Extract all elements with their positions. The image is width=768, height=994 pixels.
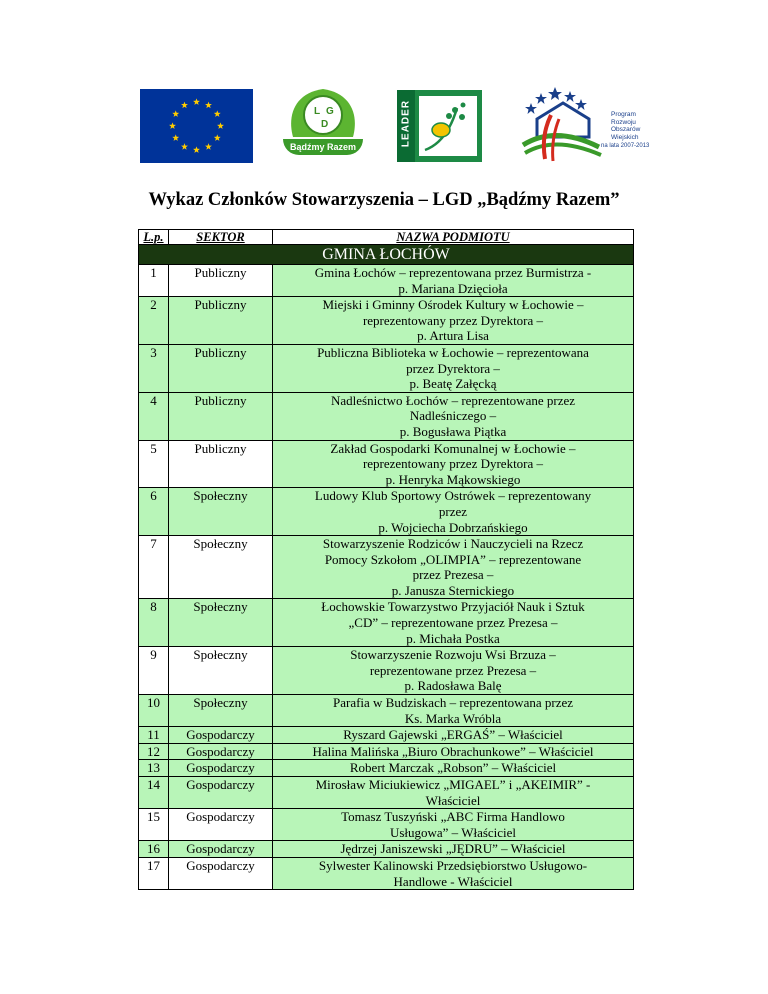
table-row bbox=[139, 809, 634, 841]
row-nazwa bbox=[273, 599, 634, 647]
row-nazwa bbox=[273, 647, 634, 695]
table-row bbox=[139, 344, 634, 392]
row-nazwa-line: reprezentowany przez Dyrektora – bbox=[362, 312, 544, 328]
row-sektor: Społeczny bbox=[169, 536, 273, 599]
row-sektor: Gospodarczy bbox=[169, 777, 273, 809]
row-nazwa-line: p. Artura Lisa bbox=[417, 328, 489, 344]
table-row bbox=[139, 536, 634, 599]
row-sektor: Społeczny bbox=[169, 695, 273, 727]
prow-years: na lata 2007-2013 bbox=[601, 143, 650, 149]
row-nazwa-line: Nadleśniczego – bbox=[409, 408, 497, 424]
row-nazwa-line: p. Wojciecha Dobrzańskiego bbox=[378, 519, 528, 535]
eu-flag-logo bbox=[140, 89, 253, 163]
row-sektor: Publiczny bbox=[169, 392, 273, 440]
row-sektor: Gospodarczy bbox=[169, 743, 273, 760]
row-lp: 1 bbox=[139, 265, 169, 297]
lgd-badzmy-razem-logo bbox=[283, 85, 363, 161]
row-nazwa bbox=[273, 344, 634, 392]
row-sektor: Gospodarczy bbox=[169, 841, 273, 858]
row-lp: 4 bbox=[139, 392, 169, 440]
row-sektor: Gospodarczy bbox=[169, 857, 273, 889]
row-lp: 3 bbox=[139, 344, 169, 392]
row-nazwa bbox=[273, 809, 634, 841]
table-row bbox=[139, 727, 634, 744]
row-sektor: Publiczny bbox=[169, 265, 273, 297]
row-sektor: Gospodarczy bbox=[169, 760, 273, 777]
row-nazwa-line: Pomocy Szkołom „OLIMPIA” – reprezentowane bbox=[324, 551, 582, 567]
row-nazwa-line: p. Michała Postka bbox=[406, 630, 500, 646]
row-lp: 9 bbox=[139, 647, 169, 695]
row-nazwa-line: Parafia w Budziskach – reprezentowana przez bbox=[332, 695, 574, 711]
row-lp: 10 bbox=[139, 695, 169, 727]
table-row bbox=[139, 599, 634, 647]
row-sektor: Społeczny bbox=[169, 599, 273, 647]
lgd-letter-d: D bbox=[321, 119, 329, 130]
header-lp: L.p. bbox=[139, 230, 169, 245]
table-row bbox=[139, 440, 634, 488]
row-nazwa bbox=[273, 743, 634, 760]
row-nazwa bbox=[273, 727, 634, 744]
row-nazwa-line: przez Prezesa – bbox=[412, 567, 494, 583]
row-nazwa-line: p. Bogusława Piątka bbox=[399, 423, 507, 439]
table-row bbox=[139, 777, 634, 809]
row-lp: 6 bbox=[139, 488, 169, 536]
row-nazwa-line: Właściciel bbox=[425, 792, 481, 808]
row-lp: 13 bbox=[139, 760, 169, 777]
page-title: Wykaz Członków Stowarzyszenia – LGD „Bądźmy Razem” bbox=[148, 190, 620, 210]
row-nazwa-line: przez bbox=[438, 503, 468, 519]
row-nazwa-line: Publiczna Biblioteka w Łochowie – reprezentowana bbox=[317, 344, 589, 360]
row-sektor: Publiczny bbox=[169, 440, 273, 488]
row-nazwa-line: „CD” – reprezentowane przez Prezesa – bbox=[348, 615, 558, 631]
row-nazwa-line: Mirosław Miciukiewicz „MIGAEL” i „AKEIMIR” - bbox=[315, 777, 591, 792]
row-nazwa bbox=[273, 440, 634, 488]
lgd-letter-g: G bbox=[326, 106, 334, 117]
row-nazwa bbox=[273, 857, 634, 889]
prow-line-2: Rozwoju bbox=[611, 118, 636, 126]
header-nazwa: NAZWA PODMIOTU bbox=[273, 230, 634, 245]
row-nazwa-line: Handlowe - Właściciel bbox=[393, 873, 513, 889]
table-row bbox=[139, 760, 634, 777]
row-nazwa-line: Robert Marczak „Robson” – Właściciel bbox=[349, 760, 557, 776]
row-nazwa bbox=[273, 777, 634, 809]
row-nazwa bbox=[273, 760, 634, 777]
row-nazwa bbox=[273, 841, 634, 858]
row-nazwa-line: p. Henryka Mąkowskiego bbox=[385, 471, 521, 487]
table-row bbox=[139, 857, 634, 889]
row-lp: 7 bbox=[139, 536, 169, 599]
row-nazwa-line: Ludowy Klub Sportowy Ostrówek – reprezentowany bbox=[314, 488, 592, 504]
prow-2007-2013-logo bbox=[515, 85, 655, 165]
row-nazwa-line: Gmina Łochów – reprezentowana przez Burmistrza - bbox=[314, 265, 592, 280]
row-sektor: Gospodarczy bbox=[169, 809, 273, 841]
prow-line-1: Program bbox=[611, 111, 636, 118]
row-lp: 12 bbox=[139, 743, 169, 760]
row-lp: 16 bbox=[139, 841, 169, 858]
row-nazwa bbox=[273, 488, 634, 536]
prow-line-4: Wiejskich bbox=[611, 133, 639, 141]
row-nazwa-line: przez Dyrektora – bbox=[406, 360, 500, 376]
row-nazwa-line: Ks. Marka Wróbla bbox=[404, 710, 502, 726]
eu-stars-icon bbox=[140, 89, 253, 163]
section-row bbox=[139, 245, 634, 265]
row-nazwa-line: p. Radosława Balę bbox=[404, 678, 502, 694]
leader-word: LEADER bbox=[400, 99, 412, 148]
table-row bbox=[139, 392, 634, 440]
row-lp: 5 bbox=[139, 440, 169, 488]
members-table bbox=[138, 229, 634, 890]
row-nazwa-line: reprezentowane przez Prezesa – bbox=[369, 662, 537, 678]
row-sektor: Gospodarczy bbox=[169, 727, 273, 744]
row-lp: 14 bbox=[139, 777, 169, 809]
logo-strip bbox=[0, 85, 768, 165]
lgd-letter-l: L bbox=[314, 106, 321, 117]
table-row bbox=[139, 695, 634, 727]
table-row bbox=[139, 297, 634, 345]
row-lp: 15 bbox=[139, 809, 169, 841]
prow-line-3: Obszarów bbox=[611, 126, 641, 134]
leader-logo bbox=[397, 90, 482, 162]
row-nazwa-line: p. Janusza Sternickiego bbox=[391, 582, 515, 598]
table-row bbox=[139, 743, 634, 760]
row-lp: 8 bbox=[139, 599, 169, 647]
row-lp: 2 bbox=[139, 297, 169, 345]
row-nazwa-line: Halina Malińska „Biuro Obrachunkowe” – Właściciel bbox=[312, 743, 594, 759]
row-nazwa bbox=[273, 392, 634, 440]
table-header-row bbox=[139, 230, 634, 245]
row-sektor: Publiczny bbox=[169, 344, 273, 392]
row-sektor: Społeczny bbox=[169, 647, 273, 695]
table-row bbox=[139, 841, 634, 858]
row-nazwa-line: p. Mariana Dzięcioła bbox=[398, 280, 508, 296]
row-nazwa-line: Sylwester Kalinowski Przedsiębiorstwo Usługowo- bbox=[318, 857, 588, 873]
row-nazwa bbox=[273, 536, 634, 599]
table-body bbox=[139, 265, 634, 890]
table-row bbox=[139, 265, 634, 297]
row-sektor: Społeczny bbox=[169, 488, 273, 536]
row-nazwa-line: Stowarzyszenie Rodziców i Nauczycieli na Rzecz bbox=[322, 536, 584, 552]
row-nazwa-line: reprezentowany przez Dyrektora – bbox=[362, 456, 544, 472]
row-nazwa-line: Ryszard Gajewski „ERGAŚ” – Właściciel bbox=[343, 727, 563, 743]
prow-text bbox=[611, 111, 640, 141]
row-nazwa bbox=[273, 297, 634, 345]
row-lp: 17 bbox=[139, 857, 169, 889]
row-nazwa-line: Miejski i Gminny Ośrodek Kultury w Łochowie – bbox=[322, 297, 584, 313]
row-nazwa-line: Zakład Gospodarki Komunalnej w Łochowie – bbox=[330, 440, 576, 456]
row-nazwa-line: Nadleśnictwo Łochów – reprezentowane przez bbox=[331, 392, 575, 408]
row-sektor: Publiczny bbox=[169, 297, 273, 345]
table-row bbox=[139, 647, 634, 695]
row-nazwa-line: Tomasz Tuszyński „ABC Firma Handlowo bbox=[341, 809, 565, 825]
section-gmina-label: GMINA ŁOCHÓW bbox=[139, 245, 634, 265]
table-row bbox=[139, 488, 634, 536]
row-nazwa bbox=[273, 695, 634, 727]
row-nazwa-line: Usługowa” – Właściciel bbox=[389, 824, 517, 840]
header-sektor: SEKTOR bbox=[169, 230, 273, 245]
row-lp: 11 bbox=[139, 727, 169, 744]
row-nazwa-line: p. Beatę Załęcką bbox=[409, 376, 497, 392]
lgd-caption: Bądźmy Razem bbox=[283, 139, 363, 155]
row-nazwa bbox=[273, 265, 634, 297]
row-nazwa-line: Jędrzej Janiszewski „JĘDRU” – Właściciel bbox=[340, 841, 566, 857]
row-nazwa-line: Stowarzyszenie Rozwoju Wsi Brzuza – bbox=[350, 647, 556, 663]
row-nazwa-line: Łochowskie Towarzystwo Przyjaciół Nauk i Sztuk bbox=[321, 599, 585, 615]
